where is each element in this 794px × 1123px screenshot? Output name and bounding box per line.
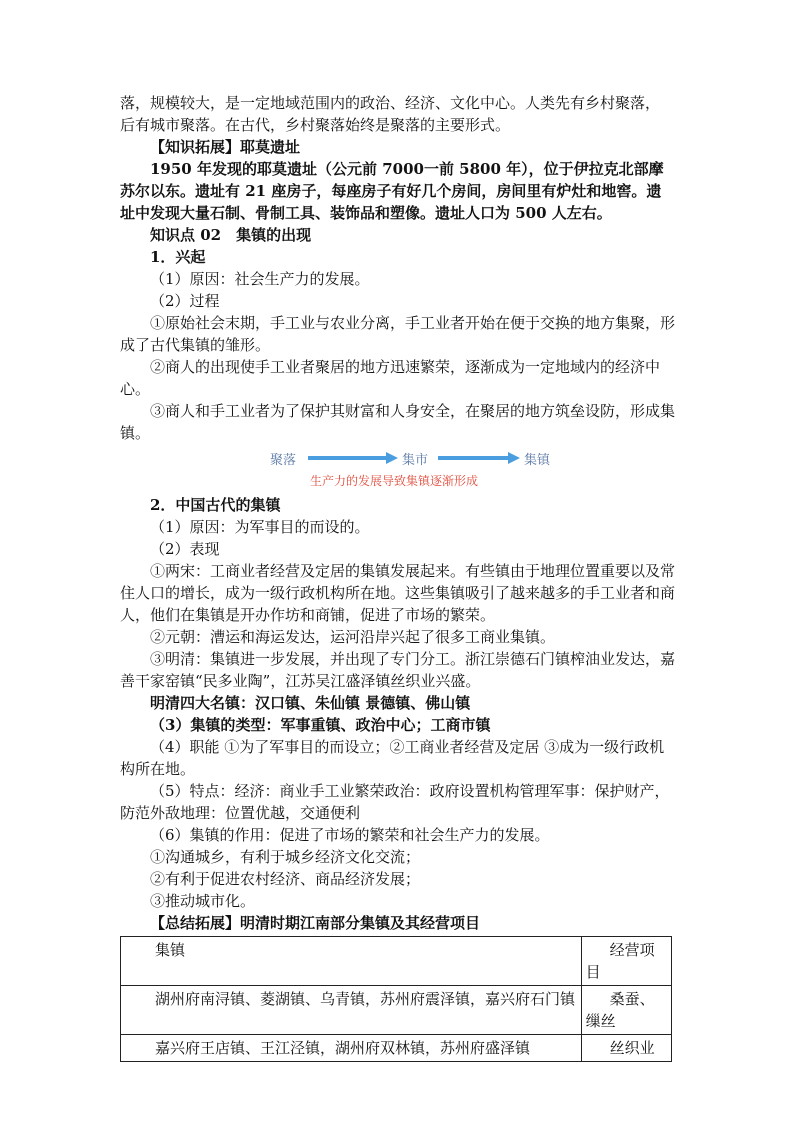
- town-functions: （4）职能 ①为了军事目的而设立；②工商业者经营及定居 ③成为一级行政机构所在地。: [120, 738, 665, 778]
- section-1-heading: 1．兴起: [150, 248, 206, 266]
- table-header-row: [121, 937, 672, 986]
- process-item-2: ②商人的出现使手工业者聚居的地方迅速繁荣，逐渐成为一定地域内的经济中心。: [120, 358, 661, 398]
- town-types: （3）集镇的类型：军事重镇、政治中心；工商市镇: [150, 716, 491, 734]
- section-1-process-heading: （2）过程: [150, 292, 220, 310]
- section-2-cause: （1）原因：为军事目的而设的。: [150, 518, 370, 536]
- table-row: [121, 1035, 672, 1062]
- knowledge-expand-heading: 【知识拓展】耶莫遗址: [150, 138, 301, 156]
- table-cell-business: 丝织业: [581, 1035, 671, 1062]
- flow-node-settlement: 聚落: [270, 453, 297, 468]
- process-item-3: ③商人和手工业者为了保护其财富和人身安全，在聚居的地方筑垒设防，形成集镇。: [120, 402, 676, 442]
- manifestation-yuan: ②元朝：漕运和海运发达，运河沿岸兴起了很多工商业集镇。: [150, 628, 556, 646]
- manifestation-ming-qing: ③明清：集镇进一步发展，并出现了专门分工。浙江崇德石门镇榨油业发达，嘉善干家窑镇“民多业陶”，江苏吴江盛泽镇丝织业兴盛。: [120, 650, 676, 690]
- role-item-2: ②有利于促进农村经济、商品经济发展；: [150, 870, 421, 888]
- manifestation-song: ①两宋：工商业者经营及定居的集镇发展起来。有些镇由于地理位置重要以及常住人口的增长，成为一级行政机构所在地。这些集镇吸引了越来越多的手工业者和商人，他们在集镇是开办作坊和商铺，促进了市场的繁荣。: [120, 562, 676, 624]
- jarmo-site-paragraph: 1950 年发现的耶莫遗址（公元前 7000一前 5800 年），位于伊拉克北部摩苏尔以东。遗址有 21 座房子，每座房子有好几个房间，房间里有炉灶和地窖。遗址中发现大量石制、骨制工具、装饰品和塑像。遗址人口为 500 人左右。: [120, 160, 664, 222]
- summary-heading: 【总结拓展】明清时期江南部分集镇及其经营项目: [150, 914, 481, 932]
- table-header-towns: 集镇: [121, 937, 582, 986]
- flow-arrows: [120, 446, 676, 470]
- role-item-3: ③推动城市化。: [150, 892, 256, 910]
- table-header-business: 经营项目: [581, 937, 671, 986]
- section-2-manifestation-heading: （2）表现: [150, 540, 220, 558]
- town-features: （5）特点：经济：商业手工业繁荣政治：政府设置机构管理军事：保护财产，防范外敌地理：位置优越，交通便利: [120, 782, 670, 822]
- paragraph-continuation: 落，规模较大，是一定地域范围内的政治、经济、文化中心。人类先有乡村聚落， 后有城市聚落。在古代，乡村聚落始终是聚落的主要形式。: [120, 94, 661, 134]
- table-cell-business: 桑蚕、缫丝: [581, 986, 671, 1035]
- flow-node-market: 集市: [402, 453, 429, 468]
- town-role: （6）集镇的作用：促进了市场的繁荣和社会生产力的发展。: [150, 826, 550, 844]
- knowledge-point-02-heading: 知识点 02 集镇的出现: [150, 226, 312, 244]
- settlement-flow-diagram: [120, 446, 676, 490]
- flow-arrowhead-1: [386, 452, 398, 464]
- document-page: [120, 92, 676, 1062]
- table-cell-towns: 嘉兴府王店镇、王江泾镇，湖州府双林镇，苏州府盛泽镇: [121, 1035, 582, 1062]
- section-1-cause: （1）原因：社会生产力的发展。: [150, 270, 370, 288]
- four-famous-towns: 明清四大名镇：汉口镇、朱仙镇 景德镇、佛山镇: [150, 694, 471, 712]
- flow-node-town: 集镇: [524, 453, 551, 468]
- table-row: [121, 986, 672, 1035]
- table-cell-towns: 湖州府南浔镇、菱湖镇、乌青镇，苏州府震泽镇，嘉兴府石门镇: [121, 986, 582, 1035]
- flow-arrowhead-2: [508, 452, 520, 464]
- towns-table: [120, 936, 672, 1062]
- role-item-1: ①沟通城乡，有利于城乡经济文化交流；: [150, 848, 421, 866]
- flow-caption: 生产力的发展导致集镇逐渐形成: [310, 474, 479, 488]
- section-2-heading: 2．中国古代的集镇: [150, 496, 281, 514]
- process-item-1: ①原始社会末期，手工业与农业分离，手工业者开始在便于交换的地方集聚，形成了古代集镇的雏形。: [120, 314, 676, 354]
